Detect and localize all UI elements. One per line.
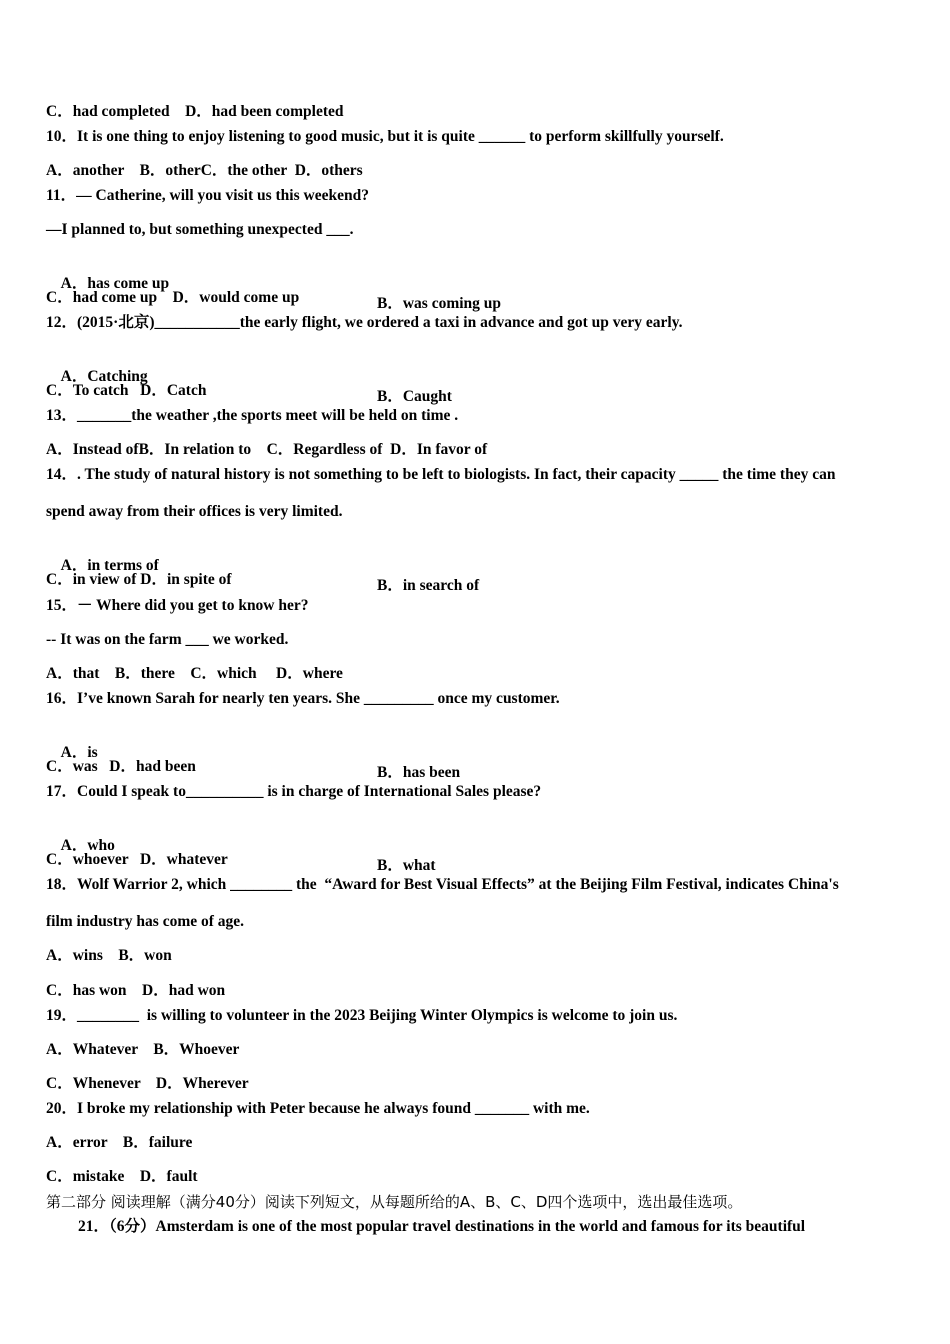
q21-start: 21．（6分）Amsterdam is one of the most popular travel destinations in the world and famous for its beautiful [78,1218,806,1235]
q12-options-cd: C．To catch D．Catch [46,382,207,399]
q13-options: A．Instead ofB．In relation to C．Regardless of D．In favor of [46,441,488,458]
q20-options-ab: A．error B．failure [46,1134,193,1151]
q11-stem: 11．— Catherine, will you visit us this weekend? [46,187,369,204]
q16-stem: 16．I’ve known Sarah for nearly ten years. She _________ once my customer. [46,690,560,707]
q17-stem: 17．Could I speak to__________ is in charge of International Sales please? [46,783,542,800]
q16-option-a: A．is [60,744,98,761]
q12-option-a: A．Catching [60,368,148,385]
q18-stem-line2: film industry has come of age. [46,913,245,930]
q11-options-cd: C．had come up D．would come up [46,289,300,306]
q11-option-b: B．was coming up [377,295,502,312]
q19-stem: 19．________ is willing to volunteer in the 2023 Beijing Winter Olympics is welcome to join us. [46,1007,678,1024]
part2-heading: 第二部分 阅读理解（满分40分）阅读下列短文，从每题所给的A、B、C、D四个选项中，选出最佳选项。 [46,1193,743,1211]
q14-option-b: B．in search of [377,577,480,594]
q11-option-a: A．has come up [60,275,170,292]
q12-option-b: B．Caught [377,388,452,405]
q17-option-a: A．who [60,837,115,854]
q10-stem: 10．It is one thing to enjoy listening to good music, but it is quite ______ to perform skillfully yourself. [46,128,724,145]
q16-options-cd: C．was D．had been [46,758,196,775]
q13-stem: 13．_______the weather ,the sports meet will be held on time . [46,407,459,424]
q18-options-cd: C．has won D．had won [46,982,226,999]
q14-option-a: A．in terms of [60,557,159,574]
q11-reply: —I planned to, but something unexpected ___. [46,221,354,238]
q18-options-ab: A．wins B．won [46,947,172,964]
q20-stem: 20．I broke my relationship with Peter because he always found _______ with me. [46,1100,590,1117]
q19-options-ab: A．Whatever B．Whoever [46,1041,240,1058]
q10-options: A．another B．otherC．the other D．others [46,162,363,179]
q16-option-b: B．has been [377,764,461,781]
q14-options-cd: C．in view of D．in spite of [46,571,232,588]
q17-option-b: B．what [377,857,436,874]
q9-options-cd: C．had completed D．had been completed [46,103,344,120]
q18-stem-line1: 18．Wolf Warrior 2, which ________ the “Award for Best Visual Effects” at the Beijing Film Festival, indicates China's [46,876,839,893]
q14-stem-line1: 14．. The study of natural history is not something to be left to biologists. In fact, their capacity _____ the time they can [46,466,836,483]
q15-reply: -- It was on the farm ___ we worked. [46,631,289,648]
q15-stem: 15．－ Where did you get to know her? [46,597,309,614]
q15-options: A．that B．there C．which D．where [46,665,343,682]
q20-options-cd: C．mistake D．fault [46,1168,198,1185]
q19-options-cd: C．Whenever D．Wherever [46,1075,249,1092]
q12-stem: 12．(2015·北京)___________the early flight, we ordered a taxi in advance and got up very early. [46,314,683,331]
q14-stem-line2: spend away from their offices is very limited. [46,503,343,520]
q17-options-cd: C．whoever D．whatever [46,851,228,868]
